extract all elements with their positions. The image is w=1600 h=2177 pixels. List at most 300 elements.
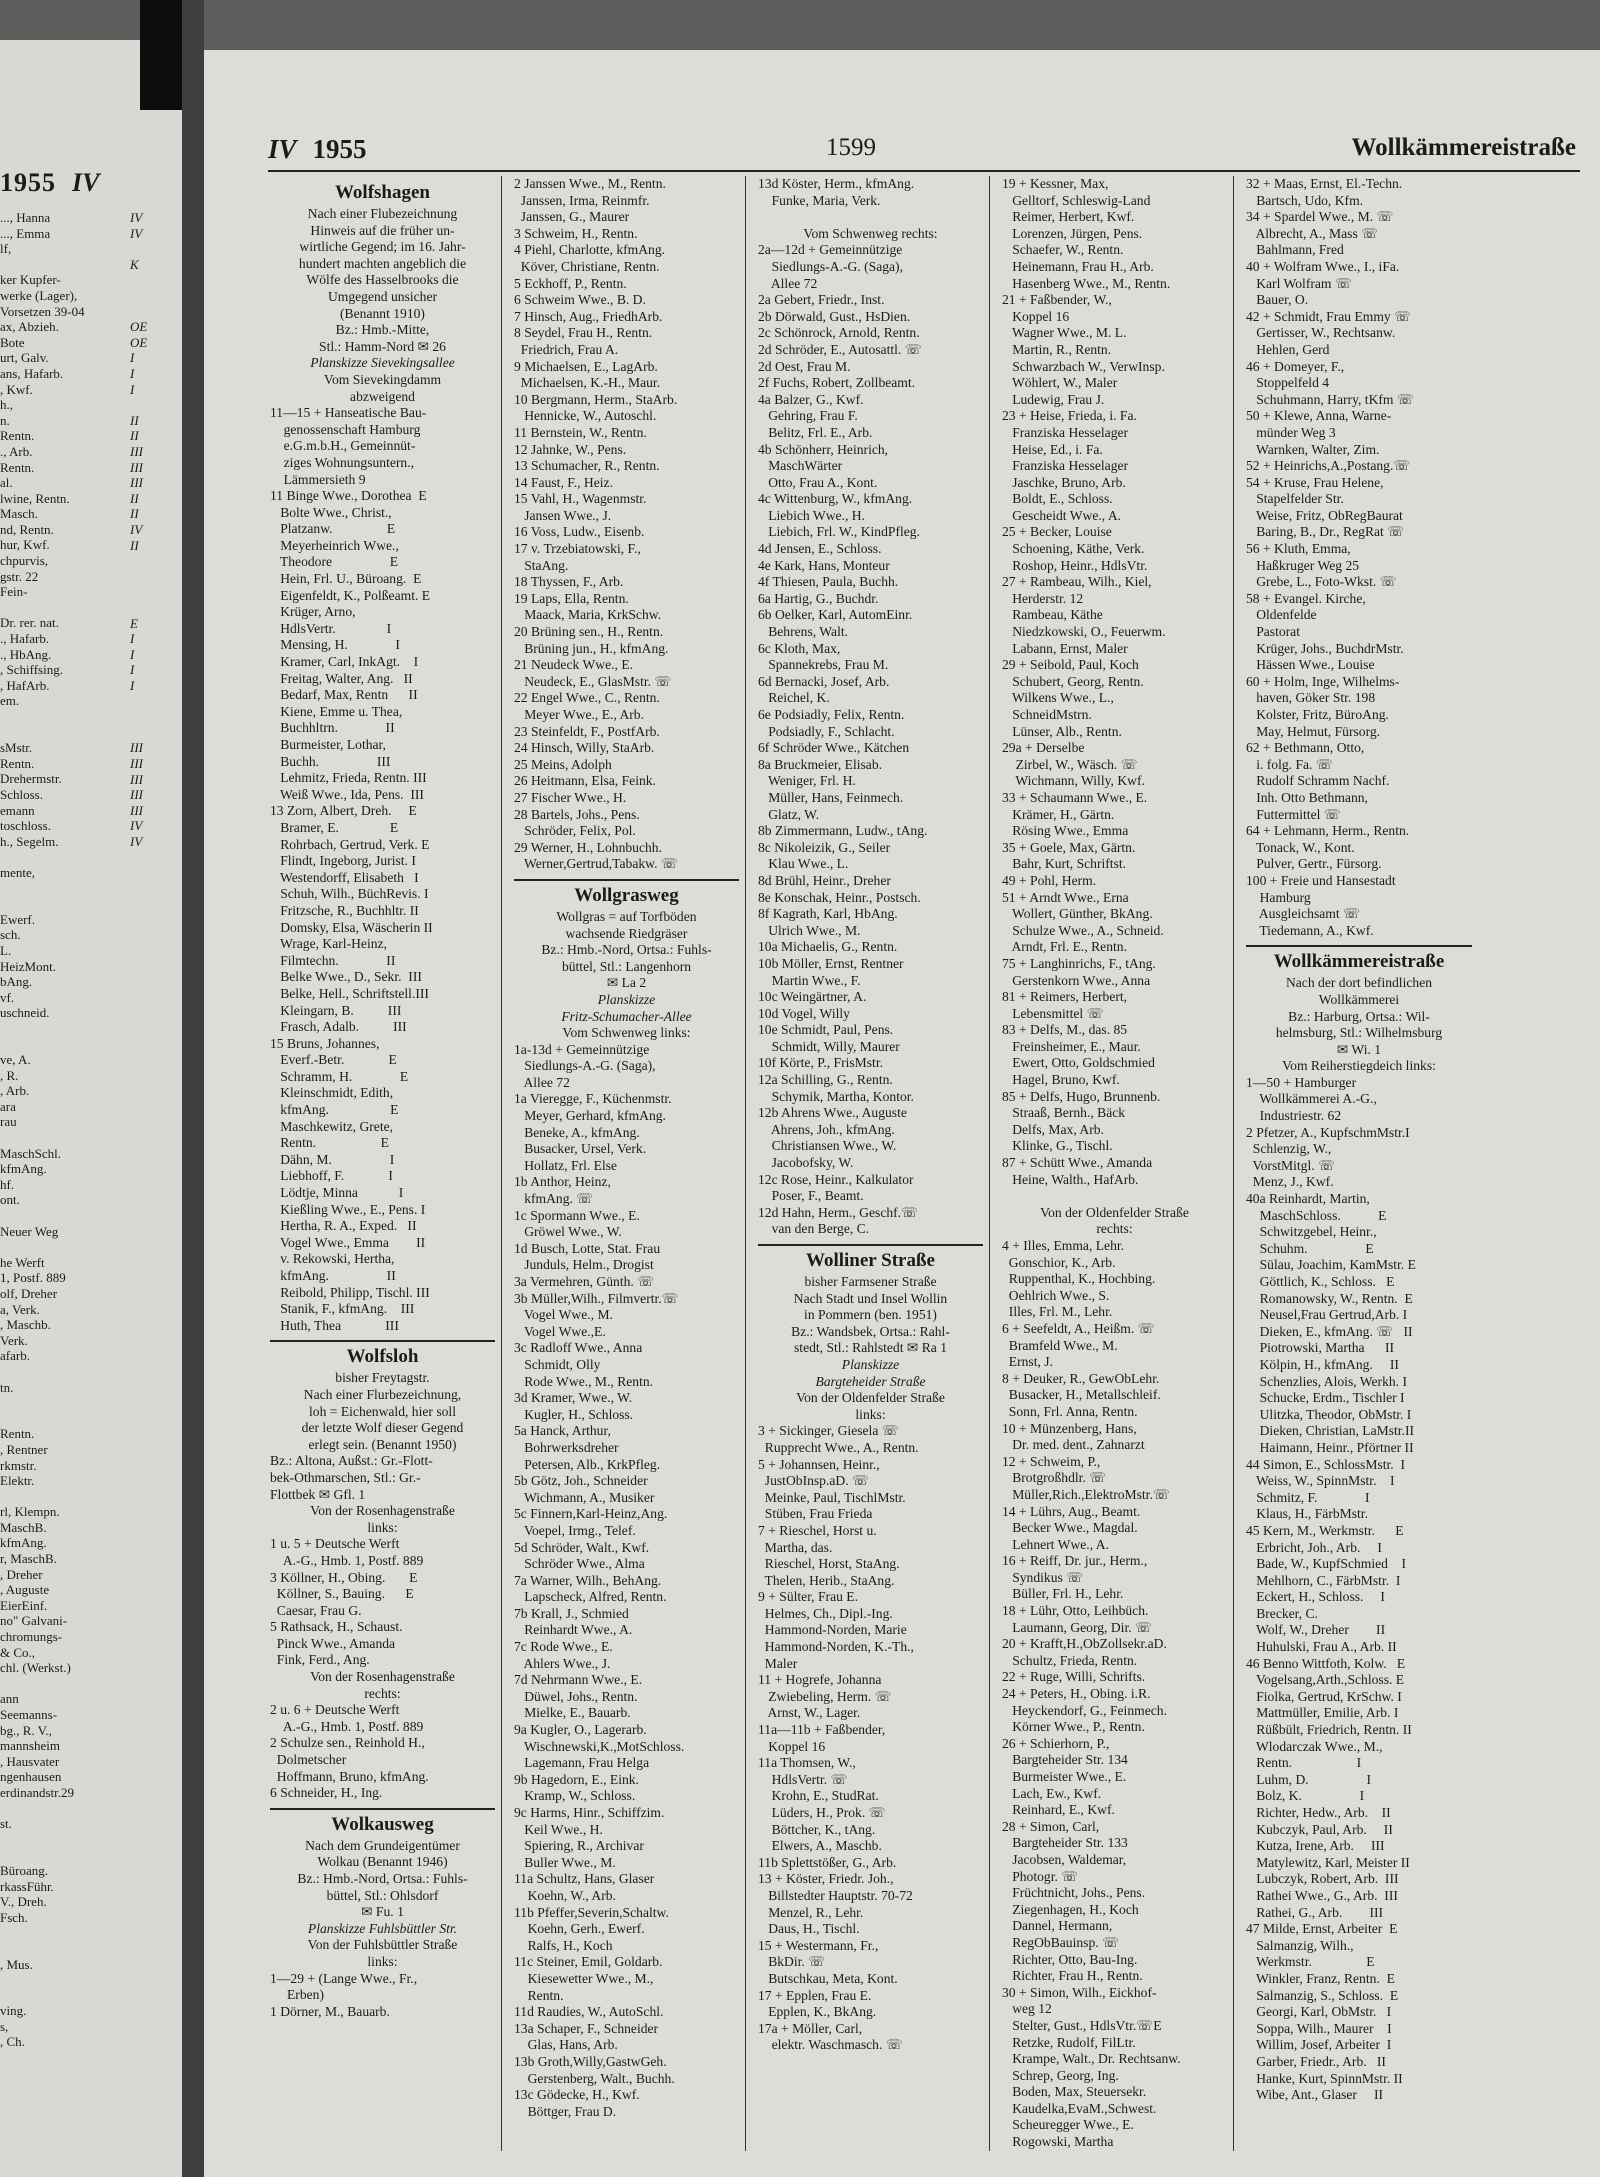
resident-entry: 15 Bruns, Johannes, bbox=[270, 1035, 380, 1051]
resident-entry: 27 + Rambeau, Wilh., Kiel, bbox=[1002, 574, 1152, 590]
resident-entry: 29a + Derselbe bbox=[1002, 740, 1085, 756]
resident-entry: 12c Rose, Heinr., Kalkulator bbox=[758, 1171, 914, 1187]
previous-page-line: he Werft bbox=[0, 1254, 45, 1270]
resident-entry: Allee 72 bbox=[758, 275, 818, 291]
resident-entry: Kramp, W., Schloss. bbox=[514, 1788, 636, 1804]
previous-page-line: ., HbAng. bbox=[0, 646, 52, 662]
resident-entry: Meyer Wwe., E., Arb. bbox=[514, 707, 644, 722]
previous-page-floor-mark: III bbox=[130, 802, 143, 818]
previous-page-line: r, MaschB. bbox=[0, 1551, 57, 1567]
previous-page-line: , Ch. bbox=[0, 2034, 25, 2050]
previous-page-line: ving. bbox=[0, 2003, 27, 2019]
resident-entry: Industriestr. 62 bbox=[1246, 1108, 1342, 1124]
resident-entry: RegObBauinsp. ☏ bbox=[1002, 1934, 1120, 1950]
resident-entry: Bahr, Kurt, Schriftst. bbox=[1002, 856, 1127, 872]
resident-entry: Warnken, Walter, Zim. bbox=[1246, 441, 1380, 457]
resident-entry: Stoppelfeld 4 bbox=[1246, 375, 1330, 391]
resident-entry: 9 + Sülter, Frau E. bbox=[758, 1589, 859, 1605]
resident-entry: Stelter, Gust., HdlsVtr.☏E bbox=[1002, 2017, 1162, 2033]
previous-page-floor-mark: IV bbox=[130, 818, 143, 834]
resident-entry: Burmeister Wwe., E. bbox=[1002, 1769, 1127, 1784]
previous-page-line: st. bbox=[0, 1816, 12, 1832]
previous-page-line: ans, Hafarb. bbox=[0, 365, 64, 381]
resident-entry: Jaschke, Bruno, Arb. bbox=[1002, 474, 1126, 490]
resident-entry: 21 Neudeck Wwe., E. bbox=[514, 657, 634, 673]
resident-entry: Böttcher, K., tAng. bbox=[758, 1821, 876, 1837]
resident-entry: 23 + Heise, Frieda, i. Fa. bbox=[1002, 408, 1137, 424]
resident-entry: 24 Hinsch, Willy, StaArb. bbox=[514, 740, 655, 756]
resident-entry: Mielke, E., Bauarb. bbox=[514, 1705, 631, 1721]
street-note: Von der Rosenhagenstraße bbox=[310, 1503, 455, 1519]
resident-entry: 9c Harms, Hinr., Schiffzim. bbox=[514, 1805, 665, 1820]
resident-entry: 40a Reinhardt, Martin, bbox=[1246, 1191, 1370, 1207]
resident-entry: Vogel Wwe.,E. bbox=[514, 1323, 606, 1339]
previous-page-line: em. bbox=[0, 693, 20, 709]
resident-entry: Wichmann, Willy, Kwf. bbox=[1002, 773, 1145, 789]
resident-entry: 16 + Reiff, Dr. jur., Herm., bbox=[1002, 1553, 1148, 1569]
street-note: bisher Farmsener Straße bbox=[804, 1274, 937, 1289]
resident-entry: Bolz, K. I bbox=[1246, 1788, 1365, 1804]
resident-entry: Koehn, W., Arb. bbox=[514, 1887, 616, 1903]
previous-page-line: , Kwf. bbox=[0, 381, 33, 397]
previous-page-line: Bote bbox=[0, 334, 25, 350]
resident-entry: Koehn, Gerh., Ewerf. bbox=[514, 1921, 645, 1937]
resident-entry: Schröder Wwe., Alma bbox=[514, 1556, 645, 1572]
previous-page-floor-mark: II bbox=[130, 412, 139, 428]
resident-entry: A.-G., Hmb. 1, Postf. 889 bbox=[270, 1718, 424, 1734]
resident-entry: Kugler, H., Schloss. bbox=[514, 1406, 634, 1422]
resident-entry: Illes, Frl. M., Lehr. bbox=[1002, 1304, 1113, 1320]
resident-entry: 12d Hahn, Herm., Geschf.☏ bbox=[758, 1204, 919, 1220]
resident-entry: Sülau, Joachim, KamMstr. E bbox=[1246, 1257, 1416, 1273]
resident-entry: Menzel, R., Lehr. bbox=[758, 1904, 864, 1920]
resident-entry: Voepel, Irmg., Telef. bbox=[514, 1522, 636, 1538]
resident-entry: Erbricht, Joh., Arb. I bbox=[1246, 1539, 1382, 1555]
previous-page-floor-mark: K bbox=[130, 256, 139, 272]
resident-entry: 11 Bernstein, W., Rentn. bbox=[514, 424, 647, 440]
previous-page-line: mannsheim bbox=[0, 1738, 60, 1754]
resident-entry: Ulrich Wwe., M. bbox=[758, 922, 861, 938]
header-year-number: 1955 bbox=[312, 134, 367, 164]
resident-entry: 18 + Lühr, Otto, Leihbüch. bbox=[1002, 1603, 1149, 1619]
previous-page-line: nd, Rentn. bbox=[0, 521, 54, 537]
resident-entry: Mensing, H. I bbox=[270, 637, 400, 653]
resident-entry: 13 Schumacher, R., Rentn. bbox=[514, 458, 660, 474]
resident-entry: 6c Kloth, Max, bbox=[758, 640, 841, 656]
street-note: rechts: bbox=[364, 1685, 401, 1701]
resident-entry: Schymik, Martha, Kontor. bbox=[758, 1088, 914, 1104]
resident-entry: Martin Wwe., F. bbox=[758, 972, 861, 988]
resident-entry: Lödtje, Minna I bbox=[270, 1185, 404, 1201]
resident-entry: elektr. Waschmasch. ☏ bbox=[758, 2037, 903, 2053]
previous-page-line: 1, Postf. 889 bbox=[0, 1270, 66, 1286]
resident-entry: Theodore E bbox=[270, 554, 399, 570]
resident-entry: 19 Laps, Ella, Rentn. bbox=[514, 590, 629, 606]
resident-entry: Wibe, Ant., Glaser II bbox=[1246, 2087, 1383, 2103]
resident-entry: Reichel, K. bbox=[758, 690, 830, 706]
resident-entry: Kutza, Irene, Arb. III bbox=[1246, 1838, 1385, 1854]
street-note: Wollgras = auf Torfböden bbox=[556, 908, 697, 924]
resident-entry: Christiansen Wwe., W. bbox=[758, 1138, 897, 1154]
resident-entry: Becker Wwe., Magdal. bbox=[1002, 1520, 1138, 1536]
resident-entry: Meyer, Gerhard, kfmAng. bbox=[514, 1108, 666, 1124]
street-note: Nach einer Flurbezeichnung, bbox=[303, 1386, 462, 1402]
resident-entry: Bargteheider Str. 133 bbox=[1002, 1835, 1128, 1851]
resident-entry: Schröder, Felix, Pol. bbox=[514, 823, 636, 839]
resident-entry: 7b Krall, J., Schmied bbox=[514, 1605, 629, 1621]
resident-entry: Stüben, Frau Frieda bbox=[758, 1506, 873, 1522]
map-reference: Planskizze Fuhlsbüttler Str. bbox=[307, 1920, 458, 1936]
resident-entry: Hässen Wwe., Louise bbox=[1246, 657, 1375, 673]
resident-entry: 4d Jensen, E., Schloss. bbox=[758, 541, 882, 557]
header-year bbox=[268, 134, 367, 165]
previous-page-line bbox=[0, 1208, 122, 1224]
resident-entry: Michaelsen, K.-H., Maur. bbox=[514, 375, 661, 391]
resident-entry: Pinck Wwe., Amanda bbox=[270, 1635, 396, 1651]
resident-entry: Podsiadly, F., Schlacht. bbox=[758, 723, 895, 739]
resident-entry: Kleingarn, B. III bbox=[270, 1002, 402, 1018]
resident-entry: Ruppenthal, K., Hochbing. bbox=[1002, 1271, 1156, 1287]
resident-entry: Werner,Gertrud,Tabakw. ☏ bbox=[514, 856, 678, 872]
resident-entry: 1—29 + (Lange Wwe., Fr., bbox=[270, 1970, 418, 1986]
resident-entry: 4 + Illes, Emma, Lehr. bbox=[1002, 1238, 1125, 1253]
resident-entry: Stapelfelder Str. bbox=[1246, 491, 1344, 507]
resident-entry: 11a—11b + Faßbender, bbox=[758, 1722, 886, 1738]
resident-entry: Soppa, Wilh., Maurer I bbox=[1246, 2020, 1392, 2036]
previous-page-line: , Schiffsing. bbox=[0, 662, 63, 678]
resident-entry: Dolmetscher bbox=[270, 1752, 347, 1768]
resident-entry: Kleinschmidt, Edith, bbox=[270, 1085, 394, 1101]
resident-entry: 45 Kern, M., Werkmstr. E bbox=[1246, 1522, 1404, 1538]
resident-entry: 29 + Seibold, Paul, Koch bbox=[1002, 657, 1139, 673]
resident-entry: 42 + Schmidt, Frau Emmy ☏ bbox=[1246, 308, 1412, 324]
resident-entry: May, Helmut, Fürsorg. bbox=[1246, 723, 1381, 739]
resident-entry: Freinsheimer, E., Maur. bbox=[1002, 1038, 1141, 1054]
previous-page-line bbox=[0, 896, 122, 912]
resident-entry: Siedlungs-A.-G. (Saga), bbox=[514, 1058, 656, 1074]
resident-entry: Klau Wwe., L. bbox=[758, 856, 849, 872]
resident-entry: Schenzlies, Alois, Werkh. I bbox=[1246, 1373, 1408, 1389]
resident-entry: Wichmann, A., Musiker bbox=[514, 1489, 655, 1505]
map-reference: Fritz-Schumacher-Allee bbox=[561, 1008, 692, 1024]
resident-entry: Richter, Frau H., Rentn. bbox=[1002, 1968, 1143, 1984]
resident-entry: Krämer, H., Gärtn. bbox=[1002, 806, 1115, 822]
resident-entry: 11c Steiner, Emil, Goldarb. bbox=[514, 1954, 663, 1970]
resident-entry: v. Rekowski, Hertha, bbox=[270, 1251, 395, 1267]
resident-entry: Heinemann, Frau H., Arb. bbox=[1002, 258, 1154, 274]
previous-page-line bbox=[0, 1021, 122, 1037]
resident-entry: Domsky, Elsa, Wäscherin II bbox=[270, 919, 433, 935]
resident-entry: Dähn, M. I bbox=[270, 1151, 395, 1167]
previous-page-line: L. bbox=[0, 942, 12, 958]
resident-entry: 7a Warner, Wilh., BehAng. bbox=[514, 1572, 662, 1588]
previous-page-line: gstr. 22 bbox=[0, 568, 39, 584]
resident-entry: Franziska Hesselager bbox=[1002, 424, 1129, 440]
street-note: Von der Rosenhagenstraße bbox=[310, 1669, 455, 1685]
previous-page-line: rkmstr. bbox=[0, 1457, 37, 1473]
previous-page-line: rl, Klempn. bbox=[0, 1504, 60, 1520]
previous-page-line: ara bbox=[0, 1098, 16, 1114]
previous-page-line: hur, Kwf. bbox=[0, 537, 50, 553]
resident-entry: Bolte Wwe., Christ., bbox=[270, 504, 392, 520]
previous-page-line bbox=[0, 1988, 122, 2004]
resident-entry: 4b Schönherr, Heinrich, bbox=[758, 441, 889, 457]
resident-entry: 83 + Delfs, M., das. 85 bbox=[1002, 1022, 1128, 1038]
previous-page-line: V., Dreh. bbox=[0, 1894, 47, 1910]
resident-entry: Gelltorf, Schleswig-Land bbox=[1002, 192, 1151, 208]
resident-entry: Fink, Ferd., Ang. bbox=[270, 1652, 370, 1668]
resident-entry: HdlsVertr. ☏ bbox=[758, 1771, 848, 1787]
resident-entry: HdlsVertr. I bbox=[270, 620, 392, 636]
resident-entry: Heine, Walth., HafArb. bbox=[1002, 1171, 1139, 1187]
resident-entry: Koppel 16 bbox=[758, 1738, 826, 1754]
previous-page-line: rkassFühr. bbox=[0, 1878, 54, 1894]
resident-entry: Wollert, Günther, BkAng. bbox=[1002, 906, 1153, 922]
street-note: büttel, Stl.: Ohlsdorf bbox=[326, 1887, 439, 1903]
resident-entry: Inh. Otto Bethmann, bbox=[1246, 789, 1368, 805]
previous-page-line bbox=[0, 1411, 122, 1427]
resident-entry: Eigenfeldt, K., Polßeamt. E bbox=[270, 587, 431, 603]
resident-entry: Gerstenkorn Wwe., Anna bbox=[1002, 972, 1151, 988]
previous-page-line: ..., Emma bbox=[0, 225, 51, 241]
resident-entry: Liebhoff, F. I bbox=[270, 1168, 393, 1184]
resident-entry: Belitz, Frl. E., Arb. bbox=[758, 424, 873, 440]
resident-entry: Buchhltrn. II bbox=[270, 720, 395, 736]
resident-entry: 35 + Goele, Max, Gärtn. bbox=[1002, 839, 1136, 855]
resident-entry: 34 + Spardel Wwe., M. ☏ bbox=[1246, 209, 1394, 225]
directory-page bbox=[204, 50, 1600, 2177]
resident-entry: Winkler, Franz, Rentn. E bbox=[1246, 1970, 1395, 1986]
resident-entry: 13 + Köster, Friedr. Joh., bbox=[758, 1871, 894, 1887]
resident-entry: Boden, Max, Steuersekr. bbox=[1002, 2084, 1147, 2100]
resident-entry: 2 Schulze sen., Reinhold H., bbox=[270, 1735, 425, 1751]
street-note: links: bbox=[855, 1406, 886, 1422]
resident-entry: 9b Hagedorn, E., Eink. bbox=[514, 1771, 639, 1787]
previous-page-line: chromungs- bbox=[0, 1629, 63, 1645]
previous-page-line: , Arb. bbox=[0, 1083, 30, 1099]
resident-entry: 12a Schilling, G., Rentn. bbox=[758, 1072, 893, 1088]
resident-entry: Weiß Wwe., Ida, Pens. III bbox=[270, 786, 424, 802]
resident-entry: 4f Thiesen, Paula, Buchh. bbox=[758, 574, 899, 590]
resident-entry: Roshop, Heinr., HdlsVtr. bbox=[1002, 557, 1148, 573]
previous-page-line: Rentn. bbox=[0, 428, 35, 444]
previous-page-floor-mark: III bbox=[130, 771, 143, 787]
previous-page-line bbox=[0, 1847, 122, 1863]
resident-entry: Lubczyk, Robert, Arb. III bbox=[1246, 1871, 1399, 1887]
resident-entry: 11b Splettstößer, G., Arb. bbox=[758, 1854, 897, 1870]
resident-entry: Brecker, C. bbox=[1246, 1605, 1318, 1621]
resident-entry: 2 Pfetzer, A., KupfschmMstr.I bbox=[1246, 1124, 1410, 1140]
previous-page-line: ..., Hanna bbox=[0, 210, 51, 225]
resident-entry: 6 + Seefeldt, A., Heißm. ☏ bbox=[1002, 1320, 1155, 1336]
street-note: ✉ La 2 bbox=[606, 975, 647, 991]
resident-entry: 12 + Schweim, P., bbox=[1002, 1453, 1101, 1469]
previous-page-line bbox=[0, 1801, 122, 1817]
previous-page-column bbox=[0, 210, 148, 2050]
resident-entry: 28 + Simon, Carl, bbox=[1002, 1818, 1100, 1834]
resident-entry: Gröwel Wwe., W. bbox=[514, 1224, 622, 1240]
resident-entry: Otto, Frau A., Kont. bbox=[758, 474, 878, 490]
resident-entry: Schwarzbach W., VerwInsp. bbox=[1002, 358, 1165, 374]
resident-entry: Grebe, L., Foto-Wkst. ☏ bbox=[1246, 574, 1397, 590]
resident-entry: Bade, W., KupfSchmied I bbox=[1246, 1556, 1407, 1572]
directory-columns bbox=[268, 176, 1580, 2151]
resident-entry: Janssen, G., Maurer bbox=[514, 209, 630, 225]
street-note: Von der Fuhlsbüttler Straße bbox=[307, 1937, 458, 1953]
resident-entry: Busacker, Ursel, Verk. bbox=[514, 1141, 647, 1157]
resident-entry: Hammond-Norden, Marie bbox=[758, 1622, 907, 1638]
previous-page-line: Rentn. bbox=[0, 1426, 35, 1442]
resident-entry: 8f Kagrath, Karl, HbAng. bbox=[758, 906, 898, 922]
resident-entry: Platzanw. E bbox=[270, 521, 396, 537]
resident-entry: Schucke, Erdm., Tischler I bbox=[1246, 1390, 1405, 1406]
previous-page-floor-mark: OE bbox=[130, 319, 148, 335]
street-heading: Wollgrasweg bbox=[514, 879, 739, 909]
resident-entry: 11 + Hogrefe, Johanna bbox=[758, 1672, 882, 1688]
previous-page-line: s, bbox=[0, 2018, 9, 2034]
resident-entry: Westendorff, Elisabeth I bbox=[270, 869, 419, 885]
resident-entry: Daus, H., Tischl. bbox=[758, 1921, 860, 1937]
resident-entry: 85 + Delfs, Hugo, Brunnenb. bbox=[1002, 1088, 1161, 1104]
resident-entry: Schuh, Wilh., BüchRevis. I bbox=[270, 886, 429, 902]
resident-entry: Stanik, F., kfmAng. III bbox=[270, 1301, 415, 1317]
resident-entry: Willim, Josef, Arbeiter I bbox=[1246, 2037, 1392, 2053]
resident-entry: 5a Hanck, Arthur, bbox=[514, 1423, 611, 1439]
resident-entry: Hehlen, Gerd bbox=[1246, 341, 1330, 357]
resident-entry: Oldenfelde bbox=[1246, 607, 1317, 623]
page-header bbox=[268, 120, 1580, 172]
resident-entry: Bedarf, Max, Rentn II bbox=[270, 687, 418, 703]
resident-entry: 64 + Lehmann, Herm., Rentn. bbox=[1246, 823, 1410, 839]
resident-entry: 4 Piehl, Charlotte, kfmAng. bbox=[514, 242, 666, 258]
street-note: Nach der dort befindlichen bbox=[1285, 975, 1433, 991]
resident-entry: Lebensmittel ☏ bbox=[1002, 1005, 1104, 1021]
street-note: der letzte Wolf dieser Gegend bbox=[301, 1420, 464, 1436]
directory-column-5 bbox=[1244, 176, 1478, 2151]
resident-entry: 13a Schaper, F., Schneider bbox=[514, 2020, 659, 2036]
previous-page-line: olf, Dreher bbox=[0, 1285, 58, 1301]
resident-entry: Düwel, Johs., Rentn. bbox=[514, 1688, 638, 1704]
street-note: erlegt sein. (Benannt 1950) bbox=[308, 1436, 457, 1452]
resident-entry: Bohrwerksdreher bbox=[514, 1439, 619, 1455]
resident-entry: Ausgleichsamt ☏ bbox=[1246, 906, 1361, 922]
resident-entry: Laumann, Georg, Dir. ☏ bbox=[1002, 1619, 1153, 1635]
resident-entry: 13b Groth,Willy,GastwGeh. bbox=[514, 2053, 667, 2069]
resident-entry: Schwitzgebel, Heinr., bbox=[1246, 1224, 1377, 1240]
previous-page-floor-mark: IV bbox=[130, 834, 143, 849]
resident-entry: Kießling Wwe., E., Pens. I bbox=[270, 1201, 426, 1217]
previous-page-line: Dr. rer. nat. bbox=[0, 615, 59, 631]
previous-page-line: rau bbox=[0, 1114, 17, 1130]
resident-entry: Kolster, Fritz, BüroAng. bbox=[1246, 707, 1389, 722]
resident-entry: Delfs, Max, Arb. bbox=[1002, 1121, 1104, 1137]
resident-entry: e.G.m.b.H., Gemeinnüt- bbox=[270, 438, 416, 454]
resident-entry: Heise, Ed., i. Fa. bbox=[1002, 441, 1103, 457]
street-note: stedt, Stl.: Rahlstedt ✉ Ra 1 bbox=[794, 1340, 947, 1356]
street-note: büttel, Stl.: Langenhorn bbox=[561, 958, 692, 974]
resident-entry: van den Berge, C. bbox=[758, 1221, 870, 1237]
previous-page-line: h., Segelm. bbox=[0, 833, 59, 849]
resident-entry: Huhulski, Frau A., Arb. II bbox=[1246, 1639, 1397, 1655]
previous-page-line: EierEinf. bbox=[0, 1597, 48, 1613]
resident-entry: Wolf, W., Dreher II bbox=[1246, 1622, 1386, 1638]
previous-page-line: h., bbox=[0, 397, 13, 413]
resident-entry: 5 Eckhoff, P., Rentn. bbox=[514, 275, 627, 291]
resident-entry: Brüning jun., H., kfmAng. bbox=[514, 640, 669, 656]
resident-entry: Weise, Fritz, ObRegBaurat bbox=[1246, 507, 1403, 523]
resident-entry: 7d Nehrmann Wwe., E. bbox=[514, 1672, 643, 1688]
street-note: Bz.: Hmb.-Nord, Ortsa.: Fuhls- bbox=[541, 942, 712, 958]
street-note: Vom Reiherstiegdeich links: bbox=[1282, 1058, 1436, 1074]
resident-entry: 26 Heitmann, Elsa, Feink. bbox=[514, 773, 656, 789]
resident-entry: 10 Bergmann, Herm., StaArb. bbox=[514, 391, 678, 407]
resident-entry: MaschWärter bbox=[758, 458, 843, 474]
resident-entry: Richter, Hedw., Arb. II bbox=[1246, 1805, 1391, 1820]
street-note: Wolkau (Benannt 1946) bbox=[317, 1854, 448, 1870]
resident-entry: Filmtechn. II bbox=[270, 952, 396, 968]
resident-entry: Haimann, Heinr., Pförtner II bbox=[1246, 1439, 1414, 1455]
previous-page-line: bAng. bbox=[0, 974, 33, 990]
resident-entry: Beneke, A., kfmAng. bbox=[514, 1124, 640, 1140]
resident-entry: 46 Benno Wittfoth, Kolw. E bbox=[1246, 1655, 1406, 1671]
previous-page-year: 1955 bbox=[0, 168, 56, 197]
resident-entry: Burmeister, Lothar, bbox=[270, 737, 386, 752]
resident-entry: Meinke, Paul, TischlMstr. bbox=[758, 1489, 906, 1505]
resident-entry: 1a-13d + Gemeinnützige bbox=[514, 1041, 650, 1057]
resident-entry: 10 + Münzenberg, Hans, bbox=[1002, 1420, 1137, 1436]
resident-entry: Wischnewski,K.,MotSchloss. bbox=[514, 1738, 685, 1754]
resident-entry: Gertisser, W., Rechtsanw. bbox=[1246, 325, 1396, 341]
resident-entry: 17 v. Trzebiatowski, F., bbox=[514, 541, 641, 557]
street-note: Nach Stadt und Insel Wollin bbox=[793, 1290, 948, 1306]
resident-entry: Sonn, Frl. Anna, Rentn. bbox=[1002, 1403, 1138, 1419]
resident-entry: Vogel Wwe., Emma II bbox=[270, 1234, 426, 1250]
resident-entry: Krampe, Walt., Dr. Rechtsanw. bbox=[1002, 2051, 1181, 2067]
resident-entry: Arndt, Frl. E., Rentn. bbox=[1002, 939, 1127, 955]
resident-entry: 27 Fischer Wwe., H. bbox=[514, 789, 627, 805]
resident-entry: Thelen, Herib., StaAng. bbox=[758, 1572, 895, 1588]
resident-entry: 40 + Wolfram Wwe., I., iFa. bbox=[1246, 258, 1400, 274]
resident-entry: 16 Voss, Ludw., Eisenb. bbox=[514, 524, 645, 540]
directory-column-1 bbox=[268, 176, 502, 2151]
resident-entry: 12b Ahrens Wwe., Auguste bbox=[758, 1105, 907, 1121]
resident-entry: Schmidt, Olly bbox=[514, 1356, 601, 1372]
previous-page-line: werke (Lager), bbox=[0, 287, 78, 303]
resident-entry: Bauer, O. bbox=[1246, 292, 1309, 308]
resident-entry: Rathei Wwe., G., Arb. III bbox=[1246, 1887, 1398, 1903]
resident-entry: Weniger, Frl. H. bbox=[758, 773, 856, 789]
previous-page-line: kfmAng. bbox=[0, 1161, 47, 1177]
resident-entry: Salmanzig, S., Schloss. E bbox=[1246, 1987, 1399, 2003]
resident-entry: Köver, Christiane, Rentn. bbox=[514, 258, 660, 274]
book-gutter bbox=[182, 0, 204, 2177]
previous-page-line bbox=[0, 1130, 122, 1146]
resident-entry: Arnst, W., Lager. bbox=[758, 1705, 861, 1721]
resident-entry: Spannekrebs, Frau M. bbox=[758, 657, 889, 673]
resident-entry: Reibold, Philipp, Tischl. III bbox=[270, 1284, 430, 1300]
resident-entry: JustObInsp.aD. ☏ bbox=[758, 1473, 870, 1489]
previous-page-line: emann bbox=[0, 802, 35, 818]
street-note: Vom Sievekingdamm bbox=[323, 371, 442, 387]
resident-entry: Gonschior, K., Arb. bbox=[1002, 1254, 1116, 1270]
resident-entry: Rentn. bbox=[514, 1987, 564, 2003]
resident-entry: 8 Seydel, Frau H., Rentn. bbox=[514, 325, 653, 341]
resident-entry: 1b Anthor, Heinz, bbox=[514, 1174, 611, 1190]
resident-entry: Bartsch, Udo, Kfm. bbox=[1246, 192, 1364, 208]
resident-entry: 32 + Maas, Ernst, El.-Techn. bbox=[1246, 176, 1403, 191]
resident-entry: Ernst, J. bbox=[1002, 1354, 1053, 1370]
resident-entry: Elwers, A., Maschb. bbox=[758, 1838, 882, 1854]
